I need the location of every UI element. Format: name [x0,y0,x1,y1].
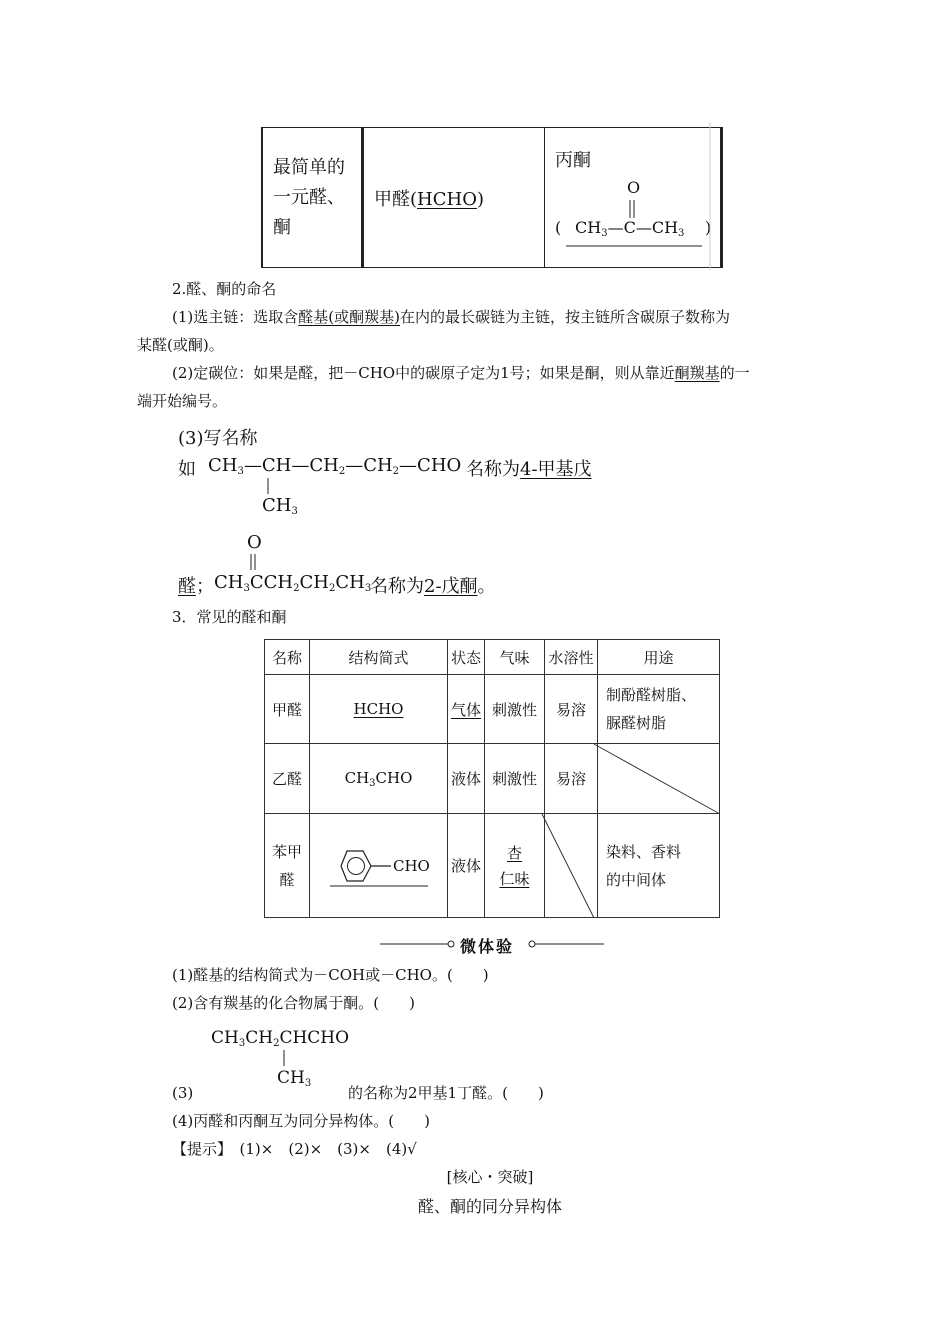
row-2-solubility: 易溶 [545,744,598,814]
example-2-name-value: 2-戊酮 [424,576,478,597]
row-1-state: 气体 [450,700,481,719]
top-table-c1-line: 最简单的 [273,156,345,178]
header-use: 用途 [598,640,720,675]
top-table-c1-line: 一元醛、 [273,186,345,208]
example-2-name-label: 名称为 [370,576,424,597]
acetone-formula: $CH_3—C—CH_3$ [575,218,685,239]
quiz-item-1: (1)醛基的结构简式为－COH或－CHO。( ) [172,966,489,984]
formaldehyde-formula: HCHO [417,188,477,210]
quiz-item-4: (4)丙醛和丙酮互为同分异构体。( ) [172,1112,430,1130]
quiz-3-branch: $CH_3$ [277,1068,312,1089]
4-methylpentanal-formula: $CH_3—CH—CH_2—CH_2—CHO$ [208,455,462,477]
row-3-smell-line: 仁味 [499,869,530,888]
naming-step-3: (3)写名称 [178,428,258,449]
naming-step-2-rest: 的一 [719,364,750,382]
pentanone-oxygen: O [247,532,262,553]
naming-step-1-text: (1)选主链：选取含 [172,308,299,326]
row-2-formula: $CH_3CHO$ [344,768,413,789]
row-2-name: 乙醛 [265,744,310,814]
row-1-formula: HCHO [353,700,404,718]
naming-step-2-text: (2)定碳位：如果是醛，把－CHO中的碳原子定为1号；如果是酮，则从靠近 [172,364,675,382]
naming-step-2-cont: 端开始编号。 [137,392,228,410]
row-1-name: 甲醛 [265,675,310,744]
naming-step-2-key: 酮羰基 [674,364,720,382]
row-1-smell: 刺激性 [485,675,545,744]
acetone-title: 丙酮 [555,150,591,171]
example-1-name-value: 4-甲基戊 [520,459,592,480]
header-smell: 气味 [485,640,545,675]
section-3-title: 3．常见的醛和酮 [172,608,287,626]
micro-experience-title: 微体验 [460,937,515,956]
naming-step-1-cont: 某醛(或酮)。 [137,336,224,354]
header-state: 状态 [448,640,485,675]
row-3-name-line: 醛 [279,870,295,889]
acetone-close-paren: ) [705,218,712,237]
naming-step-1-rest: 在内的最长碳链为主链，按主链所含碳原子数称为 [399,308,730,326]
top-table-c2-prefix: 甲醛( [374,188,418,210]
quiz-item-3-number: (3) [172,1084,194,1102]
example-2-end: 。 [477,576,496,597]
example-1-prefix: 如 [178,459,196,480]
hint-line [172,1139,417,1159]
hint-answers: (1)× (2)× (3)× (4)√ [239,1140,417,1158]
example-separator: ； [196,576,214,597]
core-subtitle: 醛、酮的同分异构体 [417,1197,562,1216]
header-solubility: 水溶性 [545,640,598,675]
quiz-item-2: (2)含有羰基的化合物属于酮。( ) [172,994,415,1012]
example-1-name-end-value: 醛 [178,576,196,597]
hint-label: 【提示】 [172,1140,225,1158]
row-1-use-line: 脲醛树脂 [606,714,667,732]
row-3-use-line: 的中间体 [606,870,667,889]
row-3-state: 液体 [448,814,485,918]
naming-step-1-key: 醛基(或酮羰基) [298,308,400,326]
row-1-solubility: 易溶 [545,675,598,744]
4-methylpentanal-branch: $CH_3$ [262,495,298,517]
row-3-smell-line: 杏 [506,843,522,862]
quiz-item-3: 的名称为2甲基1丁醛。( ) [348,1084,544,1102]
row-2-smell: 刺激性 [485,744,545,814]
example-1-name-label: 名称为 [466,459,520,480]
acetone-open-paren: ( [555,218,562,237]
benzaldehyde-cho: CHO [393,857,430,875]
core-breakthrough-label: [核心・突破] [446,1168,534,1186]
row-1-use-line: 制酚醛树脂、 [606,686,697,704]
2-pentanone-formula: $CH_3CCH_2CH_2CH_3$ [214,572,372,594]
row-3-name-line: 苯甲 [271,842,302,861]
row-3-use-line: 染料、香料 [606,842,682,861]
header-name: 名称 [265,640,310,675]
row-2-state: 液体 [448,744,485,814]
acetone-oxygen: O [627,178,641,197]
top-table-c2-suffix: ) [476,188,484,210]
section-2-title: 2.醛、酮的命名 [172,280,277,298]
top-table-c1-line: 酮 [273,216,291,238]
header-formula: 结构简式 [310,640,448,675]
quiz-3-formula: $CH_3CH_2CHCHO$ [211,1028,350,1049]
